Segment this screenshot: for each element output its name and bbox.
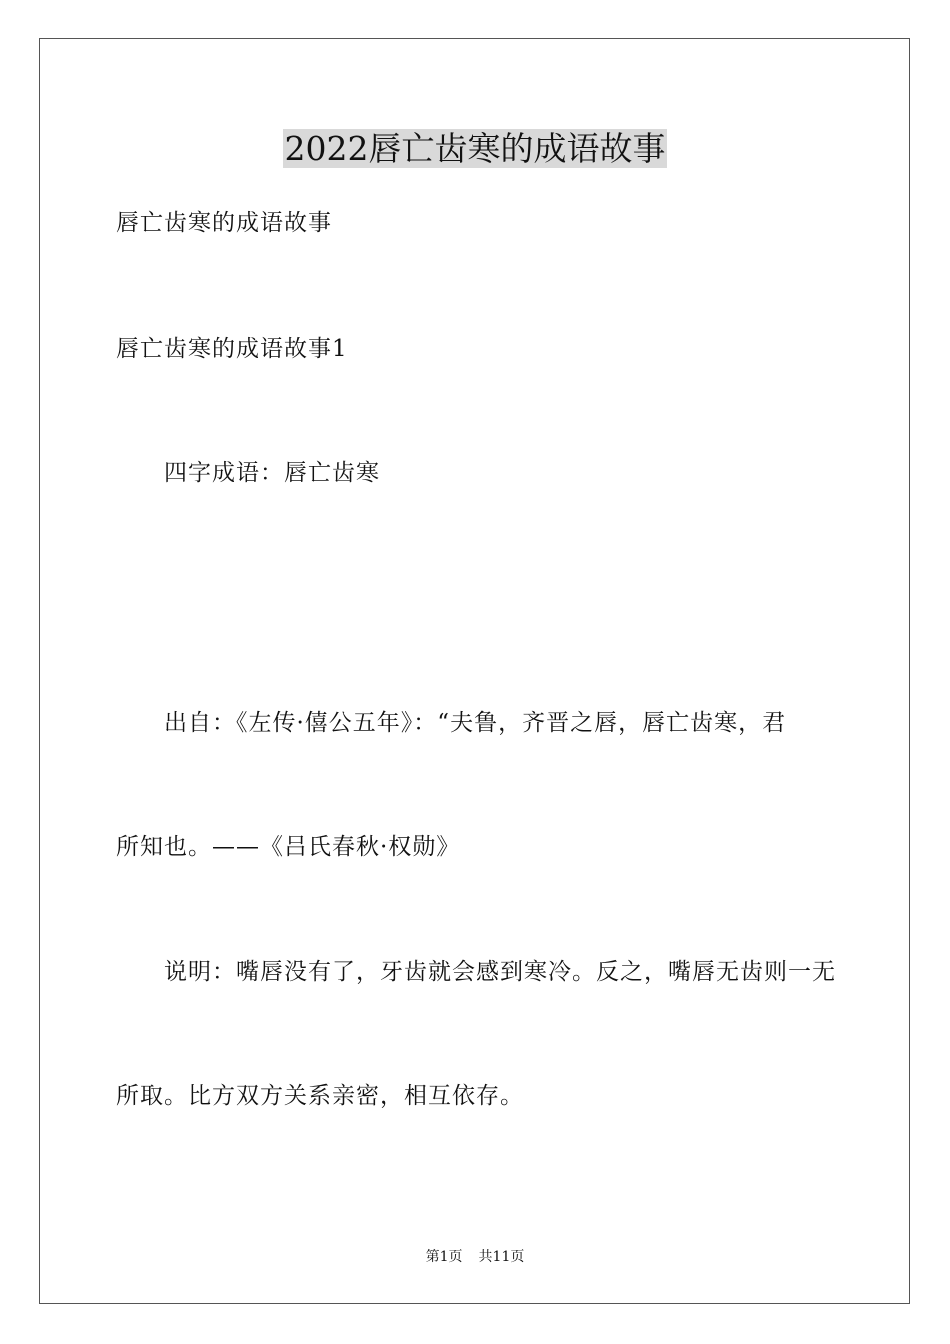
paragraph-explanation-line1: 说明：嘴唇没有了，牙齿就会感到寒冷。反之，嘴唇无齿则一无 (164, 959, 836, 985)
paragraph-source-line1: 出自：《左传·僖公五年》：“夫鲁，齐晋之唇，唇亡齿寒，君 (164, 710, 787, 736)
page-number: 第1页 (425, 1249, 463, 1265)
page-footer (0, 1247, 950, 1267)
page-total: 共11页 (478, 1249, 525, 1265)
document-title (0, 127, 950, 171)
paragraph-source-line2: 所知也。——《吕氏春秋·权勋》 (116, 834, 461, 860)
document-title-text: 2022唇亡齿寒的成语故事 (284, 129, 666, 168)
paragraph-heading: 唇亡齿寒的成语故事 (116, 210, 332, 236)
paragraph-idiom: 四字成语：唇亡齿寒 (164, 460, 380, 486)
paragraph-subheading: 唇亡齿寒的成语故事1 (116, 336, 348, 362)
paragraph-explanation-line2: 所取。比方双方关系亲密，相互依存。 (116, 1083, 524, 1109)
